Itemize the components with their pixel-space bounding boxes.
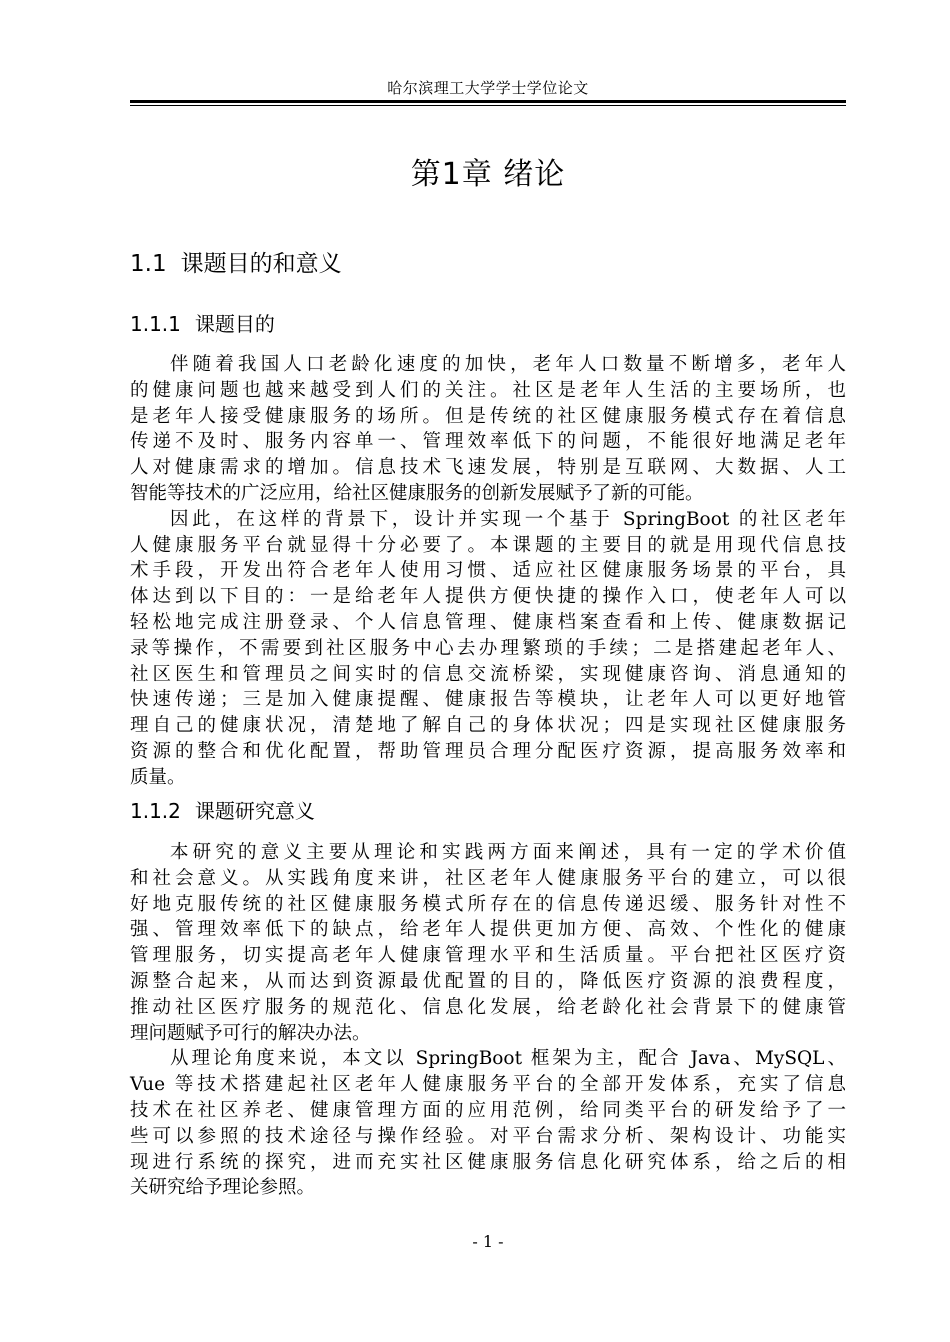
paragraph-line: 关研究给予理论参照。: [130, 1177, 316, 1199]
subsection-title: 课题目的: [194, 312, 275, 336]
paragraph-line: 轻松地完成注册登录、个人信息管理、健康档案查看和上传、健康数据记: [130, 611, 846, 633]
paragraph-line: Vue 等技术搭建起社区老年人健康服务平台的全部开发体系，充实了信息: [130, 1074, 846, 1096]
paragraph-line: 理问题赋予可行的解决办法。: [130, 1022, 371, 1044]
paragraph-line: 人对健康需求的增加。信息技术飞速发展，特别是互联网、大数据、人工: [130, 457, 846, 479]
paragraph-line: 源整合起来，从而达到资源最优配置的目的，降低医疗资源的浪费程度，: [130, 970, 846, 992]
paragraph-line: 和社会意义。从实践角度来讲，社区老年人健康服务平台的建立，可以很: [130, 867, 846, 889]
paragraph-line: 录等操作，不需要到社区服务中心去办理繁琐的手续；二是搭建起老年人、: [130, 637, 846, 659]
section-number: 1.1: [130, 251, 167, 277]
paragraph-line: 质量。: [130, 766, 186, 788]
paragraph-line: 传递不及时、服务内容单一、管理效率低下的问题，不能很好地满足老年: [130, 431, 846, 453]
paragraph-line: 现进行系统的探究，进而充实社区健康服务信息化研究体系，给之后的相: [130, 1151, 846, 1173]
paragraph-line: 本研究的意义主要从理论和实践两方面来阐述，具有一定的学术价值: [170, 842, 846, 863]
paragraph-line: 资源的整合和优化配置，帮助管理员合理分配医疗资源，提高服务效率和: [130, 740, 846, 762]
paragraph-line: 智能等技术的广泛应用，给社区健康服务的创新发展赋予了新的可能。: [130, 482, 704, 504]
running-header: 哈尔滨理工大学学士学位论文: [387, 79, 589, 97]
paragraph-line: 理自己的健康状况，清楚地了解自己的身体状况；四是实现社区健康服务: [130, 715, 846, 737]
paragraph-line: 推动社区医疗服务的规范化、信息化发展，给老龄化社会背景下的健康管: [130, 996, 846, 1018]
paragraph-line: 因此，在这样的背景下，设计并实现一个基于 SpringBoot 的社区老年: [170, 508, 846, 530]
header-rule-thick: [130, 100, 846, 103]
subsection-number: 1.1.2: [130, 799, 181, 823]
paragraph-line: 管理服务，切实提高老年人健康管理水平和生活质量。平台把社区医疗资: [130, 945, 846, 967]
page-number: - 1 -: [472, 1232, 504, 1251]
body-text-1-1-2: [130, 840, 846, 1201]
subsection-number: 1.1.1: [130, 312, 181, 336]
paragraph-line: 好地克服传统的社区健康服务模式所存在的信息传递迟缓、服务针对性不: [130, 893, 846, 915]
subsection-title: 课题研究意义: [194, 799, 315, 823]
section-heading-1-1: [130, 246, 342, 282]
paragraph-line: 伴随着我国人口老龄化速度的加快，老年人口数量不断增多，老年人: [170, 354, 846, 375]
paragraph-line: 些可以参照的技术途径与操作经验。对平台需求分析、架构设计、功能实: [130, 1125, 846, 1147]
paragraph-line: 技术在社区养老、健康管理方面的应用范例，给同类平台的研发给予了一: [130, 1099, 846, 1121]
paragraph-line: 社区医生和管理员之间实时的信息交流桥梁，实现健康咨询、消息通知的: [130, 663, 846, 685]
header-rule-thin: [130, 105, 846, 106]
section-title: 课题目的和意义: [180, 251, 342, 277]
body-text-1-1-1: [130, 352, 846, 791]
paragraph-line: 是老年人接受健康服务的场所。但是传统的社区健康服务模式存在着信息: [130, 405, 846, 427]
paragraph-line: 快速传递；三是加入健康提醒、健康报告等模块，让老年人可以更好地管: [130, 689, 846, 711]
paragraph-line: 体达到以下目的：一是给老年人提供方便快捷的操作入口，使老年人可以: [130, 586, 846, 608]
chapter-title: 第1章 绪论: [410, 157, 566, 192]
paragraph-line: 从理论角度来说，本文以 SpringBoot 框架为主，配合 Java、MySQL、: [170, 1048, 846, 1070]
paragraph-line: 人健康服务平台就显得十分必要了。本课题的主要目的就是用现代信息技: [130, 534, 846, 556]
paragraph-line: 强、管理效率低下的缺点，给老年人提供更加方便、高效、个性化的健康: [130, 919, 846, 941]
paragraph-line: 术手段，开发出符合老年人使用习惯、适应社区健康服务场景的平台，具: [130, 560, 846, 582]
subsection-heading-1-1-1: [130, 308, 275, 340]
subsection-heading-1-1-2: [130, 795, 315, 827]
paragraph-line: 的健康问题也越来越受到人们的关注。社区是老年人生活的主要场所，也: [130, 379, 846, 401]
